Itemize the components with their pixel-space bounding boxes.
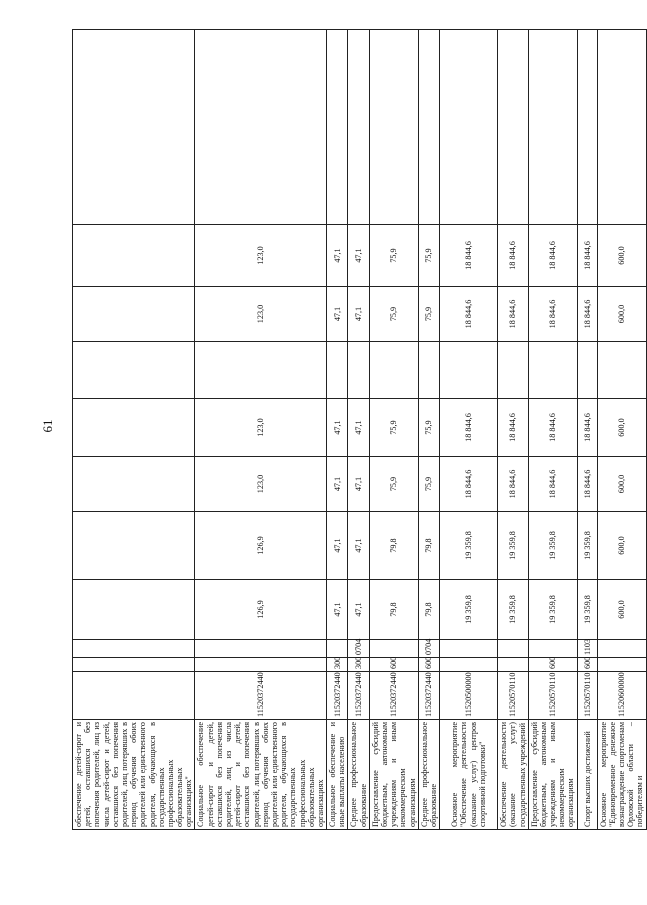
cell-p7: 600,0: [597, 225, 646, 287]
cell-p3: 18 844,6: [577, 457, 597, 512]
cell-rz: [440, 640, 498, 658]
cell-p6: 18 844,6: [440, 287, 498, 342]
cell-name: Среднее профессиональное образование: [418, 720, 439, 830]
table-row: [327, 30, 348, 830]
cell-rz: [369, 640, 418, 658]
cell-code: 11520372440: [327, 672, 348, 720]
cell-vr: 600: [418, 658, 439, 672]
cell-p7: 18 844,6: [577, 225, 597, 287]
cell-p1: 600,0: [597, 580, 646, 640]
cell-p3: 123,0: [195, 457, 327, 512]
cell-p4: 123,0: [195, 399, 327, 457]
cell-rz: [597, 640, 646, 658]
cell-code: [73, 672, 195, 720]
cell-p4: 18 844,6: [577, 399, 597, 457]
cell-code: 11520372440: [369, 672, 418, 720]
cell-rz: 0704: [348, 640, 369, 658]
cell-p5: [327, 342, 348, 399]
cell-p7: 18 844,6: [440, 225, 498, 287]
cell-code: 11520570110: [577, 672, 597, 720]
cell-vr: 600: [577, 658, 597, 672]
cell-name: Спорт высших достижений: [577, 720, 597, 830]
cell-p1: 19 359,8: [528, 580, 577, 640]
cell-p6: 18 844,6: [528, 287, 577, 342]
cell-p1: 79,8: [418, 580, 439, 640]
cell-rz: [528, 640, 577, 658]
cell-p8: [369, 30, 418, 225]
cell-rz: [195, 640, 327, 658]
cell-p7: 47,1: [348, 225, 369, 287]
cell-p4: 75,9: [418, 399, 439, 457]
cell-p5: [348, 342, 369, 399]
cell-p2: 19 359,8: [528, 512, 577, 580]
cell-name: Основное мероприятие "Обеспечение деятельности (оказание услуг) центров спортивной подготовки": [440, 720, 498, 830]
cell-p8: [418, 30, 439, 225]
table-body: [73, 30, 647, 830]
table-row: [348, 30, 369, 830]
cell-vr: 600: [528, 658, 577, 672]
table-row: [418, 30, 439, 830]
cell-p4: 18 844,6: [440, 399, 498, 457]
cell-p1: 19 359,8: [577, 580, 597, 640]
cell-p8: [597, 30, 646, 225]
cell-vr: [597, 658, 646, 672]
cell-p4: 75,9: [369, 399, 418, 457]
cell-p8: [577, 30, 597, 225]
cell-code: 11520372440: [418, 672, 439, 720]
cell-p1: [73, 580, 195, 640]
cell-vr: [73, 658, 195, 672]
cell-p1: 47,1: [348, 580, 369, 640]
cell-p5: [195, 342, 327, 399]
cell-p5: [418, 342, 439, 399]
cell-rz: [327, 640, 348, 658]
cell-p3: 18 844,6: [528, 457, 577, 512]
cell-p3: [73, 457, 195, 512]
cell-p8: [528, 30, 577, 225]
cell-p3: 47,1: [327, 457, 348, 512]
cell-p3: 75,9: [418, 457, 439, 512]
cell-name: Основное мероприятие "Единовременное денежное вознаграждение спортсменам Орловской области – победителям и: [597, 720, 646, 830]
cell-p4: 47,1: [327, 399, 348, 457]
cell-p6: 18 844,6: [498, 287, 529, 342]
cell-p1: 19 359,8: [440, 580, 498, 640]
cell-p4: 47,1: [348, 399, 369, 457]
table-row: [440, 30, 498, 830]
cell-vr: 300: [348, 658, 369, 672]
cell-p8: [348, 30, 369, 225]
cell-p3: 18 844,6: [440, 457, 498, 512]
cell-name: Среднее профессиональное образование: [348, 720, 369, 830]
cell-code: 11520570110: [498, 672, 529, 720]
cell-p7: 75,9: [369, 225, 418, 287]
cell-p7: 75,9: [418, 225, 439, 287]
cell-p6: 18 844,6: [577, 287, 597, 342]
cell-p6: 47,1: [348, 287, 369, 342]
cell-code: 11520372440: [348, 672, 369, 720]
cell-p6: [73, 287, 195, 342]
cell-vr: 600: [369, 658, 418, 672]
cell-p5: [577, 342, 597, 399]
cell-p8: [73, 30, 195, 225]
cell-p7: 18 844,6: [498, 225, 529, 287]
cell-p2: 79,8: [369, 512, 418, 580]
cell-p4: 18 844,6: [498, 399, 529, 457]
cell-p6: 75,9: [369, 287, 418, 342]
cell-rz: [73, 640, 195, 658]
cell-p6: 75,9: [418, 287, 439, 342]
cell-vr: [440, 658, 498, 672]
cell-p5: [528, 342, 577, 399]
table-row: [195, 30, 327, 830]
cell-p2: 19 359,8: [440, 512, 498, 580]
cell-vr: [195, 658, 327, 672]
cell-p1: 19 359,8: [498, 580, 529, 640]
cell-p2: 126,9: [195, 512, 327, 580]
cell-p5: [440, 342, 498, 399]
cell-p5: [597, 342, 646, 399]
table-row: [597, 30, 646, 830]
cell-p7: 18 844,6: [528, 225, 577, 287]
cell-code: 11520570110: [528, 672, 577, 720]
cell-name: Предоставление субсидий бюджетным, автономным учреждениям и иным некоммерческим организациям: [369, 720, 418, 830]
cell-code: 11520600000: [597, 672, 646, 720]
cell-p2: 47,1: [348, 512, 369, 580]
cell-p5: [73, 342, 195, 399]
table-row: [369, 30, 418, 830]
cell-p4: 18 844,6: [528, 399, 577, 457]
cell-p2: 19 359,8: [498, 512, 529, 580]
cell-p5: [369, 342, 418, 399]
cell-rz: 0704: [418, 640, 439, 658]
cell-p8: [195, 30, 327, 225]
cell-p6: 47,1: [327, 287, 348, 342]
table-row: [528, 30, 577, 830]
cell-p2: 19 359,8: [577, 512, 597, 580]
cell-p3: 47,1: [348, 457, 369, 512]
cell-p1: 47,1: [327, 580, 348, 640]
cell-code: 11520500000: [440, 672, 498, 720]
cell-p3: 600,0: [597, 457, 646, 512]
cell-p4: [73, 399, 195, 457]
cell-p8: [440, 30, 498, 225]
cell-p2: 600,0: [597, 512, 646, 580]
table-row: [498, 30, 529, 830]
cell-p8: [327, 30, 348, 225]
cell-p4: 600,0: [597, 399, 646, 457]
cell-p2: [73, 512, 195, 580]
cell-name: Социальное обеспечение и иные выплаты населению: [327, 720, 348, 830]
cell-p3: 75,9: [369, 457, 418, 512]
cell-code: 11520372440: [195, 672, 327, 720]
cell-name: обеспечение детей-сирот и детей, оставшихся без попечения родителей, лиц из числа детей-сирот и детей, оставшихся без попечения родителей, лиц потерявших в период обучения обоих родителей или единственного родителя, обучающихся в государственных профессиональных образовательных организациях": [73, 720, 195, 830]
cell-p7: [73, 225, 195, 287]
table-row: [73, 30, 195, 830]
cell-rz: [498, 640, 529, 658]
cell-p8: [498, 30, 529, 225]
cell-p6: 600,0: [597, 287, 646, 342]
cell-vr: 300: [327, 658, 348, 672]
table-row: [577, 30, 597, 830]
rotated-table-frame: [72, 30, 645, 830]
cell-p1: 126,9: [195, 580, 327, 640]
cell-vr: [498, 658, 529, 672]
cell-p6: 123,0: [195, 287, 327, 342]
cell-p2: 79,8: [418, 512, 439, 580]
cell-rz: 1103: [577, 640, 597, 658]
cell-name: Обеспечение деятельности (оказание услуг) государственных учреждений: [498, 720, 529, 830]
cell-p7: 47,1: [327, 225, 348, 287]
cell-name: Социальное обеспечение детей-сирот и детей, оставшихся без попечения родителей, лиц из числа детей-сирот и детей, оставшихся без попечения родителей, лиц потерявших в период обучения обоих родителей или единственного родителя, обучающихся в государственных профессиональных образовательных организациях: [195, 720, 327, 830]
cell-p3: 18 844,6: [498, 457, 529, 512]
page-number: 61: [40, 419, 55, 433]
cell-p2: 47,1: [327, 512, 348, 580]
cell-name: Предоставление субсидий бюджетным, автономным учреждениям и иным некоммерческим организациям: [528, 720, 577, 830]
cell-p1: 79,8: [369, 580, 418, 640]
cell-p7: 123,0: [195, 225, 327, 287]
cell-p5: [498, 342, 529, 399]
budget-table: [72, 29, 647, 830]
